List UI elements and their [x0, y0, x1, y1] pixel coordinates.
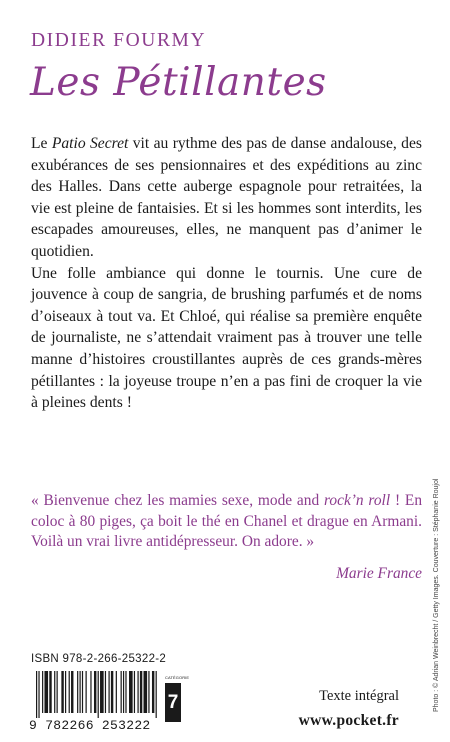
photo-credit: Photo : © Adrian Weinbrecht / Getty Images. Couverture : Stéphanie Roujol: [433, 478, 440, 712]
category-value: 7: [165, 683, 181, 722]
publisher-website: www.pocket.fr: [298, 712, 399, 729]
press-quote: « Bienvenue chez les mamies sexe, mode and rock’n roll ! En coloc à 80 piges, ça boit le thé en Chanel et drague en Armani. Voilà un vrai livre antidépresseur. On adore. »: [31, 492, 423, 550]
blurb-paragraph-1: Le Patio Secret vit au rythme des pas de danse andalouse, des exubérances de ses pensionnaires et des expéditions au zinc des Halles. Dans cette auberge espagnole pour retraitées, la vie est pleine de fantaisies. Et si les hommes sont interdits, les escapades amoureuses, elles, ne manquent pas d’animer le quotidien.: [31, 135, 422, 260]
edition-note: Texte intégral: [319, 688, 399, 704]
author-name: DIDIER FOURMY: [31, 30, 207, 51]
barcode-digits: 9 782266 253222: [29, 718, 151, 733]
category-badge: [165, 675, 190, 722]
press-quote-source: Marie France: [336, 565, 422, 582]
barcode: [36, 671, 158, 718]
book-title: Les Pétillantes: [30, 60, 327, 105]
category-label: CATÉGORIE: [165, 675, 190, 680]
blurb-italic-title: Patio Secret: [51, 135, 129, 152]
isbn-number: ISBN 978-2-266-25322-2: [31, 653, 167, 665]
blurb-paragraph-2: Une folle ambiance qui donne le tournis. Une cure de jouvence à coup de sangria, de brushing parfumés et de noms d’oiseaux à tout va. Et Chloé, qui réalise sa première enquête de journaliste, ne s’attendait vraiment pas à trouver une telle manne d’histoires croustillantes auprès de ces grands-mères pétillantes : la joyeuse troupe n’en a pas fini de croquer la vie à pleines dents !: [31, 264, 422, 412]
back-cover-blurb: [31, 133, 422, 414]
press-quote-italic: rock’n roll: [324, 492, 391, 509]
